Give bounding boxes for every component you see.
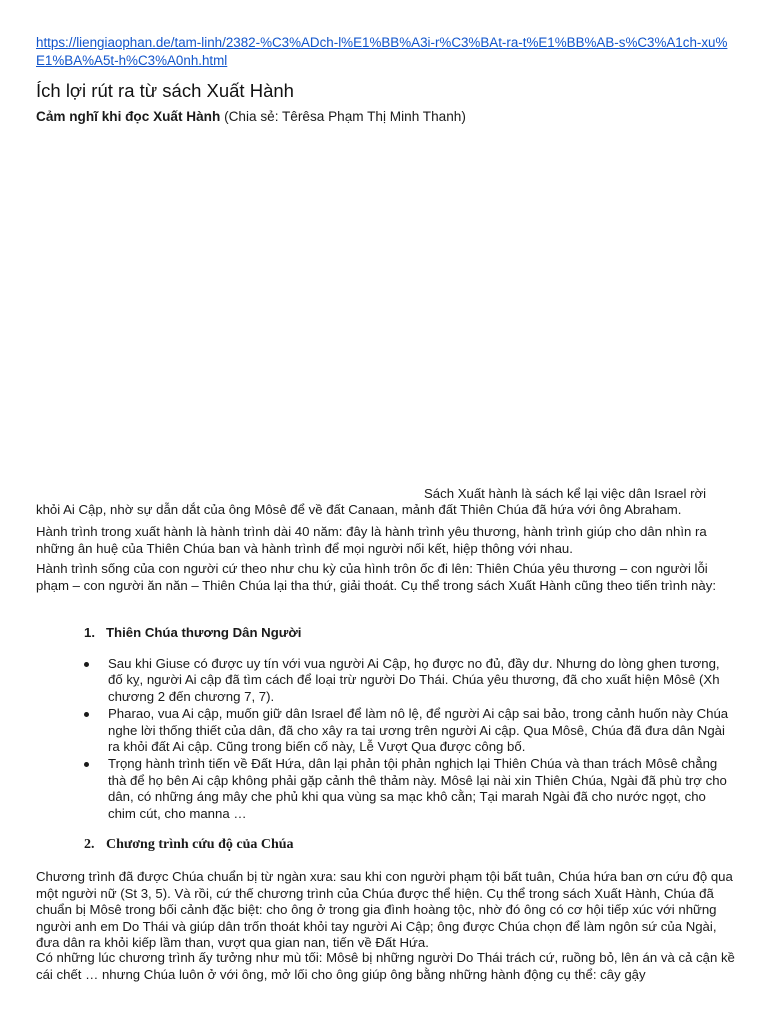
bullet-icon (84, 762, 89, 767)
section-title-1: Thiên Chúa thương Dân Người (106, 625, 302, 640)
list-item-text: Pharao, vua Ai cập, muốn giữ dân Israel để làm nô lệ, để người Ai cập sai bảo, trong cảnh huốn này Chúa nghe lời thống thiết của dân, đã cho xây ra tai ương trên người Ai cập. Qua Môsê, Chúa đã đưa dân Ngài ra khỏi đất Ai cập. Cũng trong biến cố này, Lễ Vượt Qua được công bố. (108, 706, 729, 755)
subtitle (36, 108, 466, 126)
section-heading-2 (84, 836, 294, 853)
section-number-2: 2. (84, 837, 95, 852)
list-item-text: Sau khi Giuse có được uy tín với vua người Ai Cập, họ được no đủ, đầy dư. Nhưng do lòng ghen tương, đố kỵ, người Ai cập đã tìm cách để loại trừ người Do Thái. Chúa yêu thương, đã cho xuất hiện Môsê (Xh chương 2 đến chương 7, 7). (108, 656, 720, 704)
paragraph-journey: Hành trình trong xuất hành là hành trình dài 40 năm: đây là hành trình yêu thương, hành trình giúp cho dân nhìn ra những ân huệ của Thiên Chúa ban và hành trình để mọi người nối kết, hiệp thông với nhau. (36, 524, 707, 556)
bullet-icon (84, 662, 89, 667)
caption-line-2: khỏi Ai Cập, nhờ sự dẫn dắt của ông Môsê để về đất Canaan, mảnh đất Thiên Chúa đã hứa với ông Abraham. (36, 502, 682, 517)
subtitle-author: (Chia sẻ: Têrêsa Phạm Thị Minh Thanh) (220, 109, 466, 124)
bullet-list (84, 656, 734, 823)
list-item (84, 706, 734, 755)
bullet-icon (84, 712, 89, 717)
caption-line-1: Sách Xuất hành là sách kể lại việc dân Israel rời (424, 486, 707, 501)
paragraph-dark-times: Có những lúc chương trình ấy tưởng như mù tối: Môsê bị những người Do Thái trách cứ, ruồng bỏ, lên án và cả cận kề cái chết … nhưng Chúa luôn ở với ông, mở lối cho ông giúp ông bằng những hành động cụ thể: cây gậy (36, 950, 735, 982)
paragraph-cycle: Hành trình sống của con người cứ theo như chu kỳ của hình trôn ốc đi lên: Thiên Chúa yêu thương – con người lỗi phạm – con người ăn năn – Thiên Chúa lại tha thứ, giải thoát. Cụ thể trong sách Xuất Hành cũng theo tiến trình này: (36, 561, 717, 593)
list-item-text: Trọng hành trình tiến về Đất Hứa, dân lại phản tội phản nghịch lại Thiên Chúa và than trách Môsê chẳng thà để họ bên Ai cập không phải gặp cảnh thê thảm này. Môsê lại nài xin Thiên Chúa, Ngài đã phù trợ cho dân, có những áng mây che phủ khi qua vùng sa mạc khô cằn; Tại marah Ngài đã cho nước ngọt, cho chim cút, cho manna … (108, 756, 727, 821)
blank-image-area (36, 140, 726, 470)
section-heading-1 (84, 624, 301, 641)
page-title: Ích lợi rút ra từ sách Xuất Hành (36, 80, 294, 101)
section-title-2: Chương trình cứu độ của Chúa (106, 837, 294, 852)
subtitle-bold: Cảm nghĩ khi đọc Xuất Hành (36, 109, 221, 124)
list-item (84, 756, 734, 822)
section-number-1: 1. (84, 625, 95, 640)
paragraph-salvation-plan: Chương trình đã được Chúa chuẩn bị từ ngàn xưa: sau khi con người phạm tội bất tuân, Chúa hứa ban ơn cứu độ qua một người nữ (St 3, 5). Và rồi, cứ thế chương trình của Chúa được thể hiện. Cụ thể trong sách Xuất Hành, Chúa đã chuẩn bị Môsê trong bối cảnh đặc biệt: cho ông ở trong gia đình hoàng tộc, nhờ đó ông có cơ hội tiếp xúc với những người anh em Do Thái và giúp dân trốn thoát khỏi tay người Ai Cập; ông được Chúa chọn để làm ngôn sứ của Ngài, đưa dân ra khỏi kiếp lầm than, vượt qua gian nan, tiến về Đất Hứa. (36, 869, 733, 950)
source-url-link[interactable]: https://liengiaophan.de/tam-linh/2382-%C3%ADch-l%E1%BB%A3i-r%C3%BAt-ra-t%E1%BB%AB-s%C3%A1ch-xu%E1%BA%A5t-h%C3%A0nh.html (36, 35, 728, 68)
list-item (84, 656, 734, 705)
